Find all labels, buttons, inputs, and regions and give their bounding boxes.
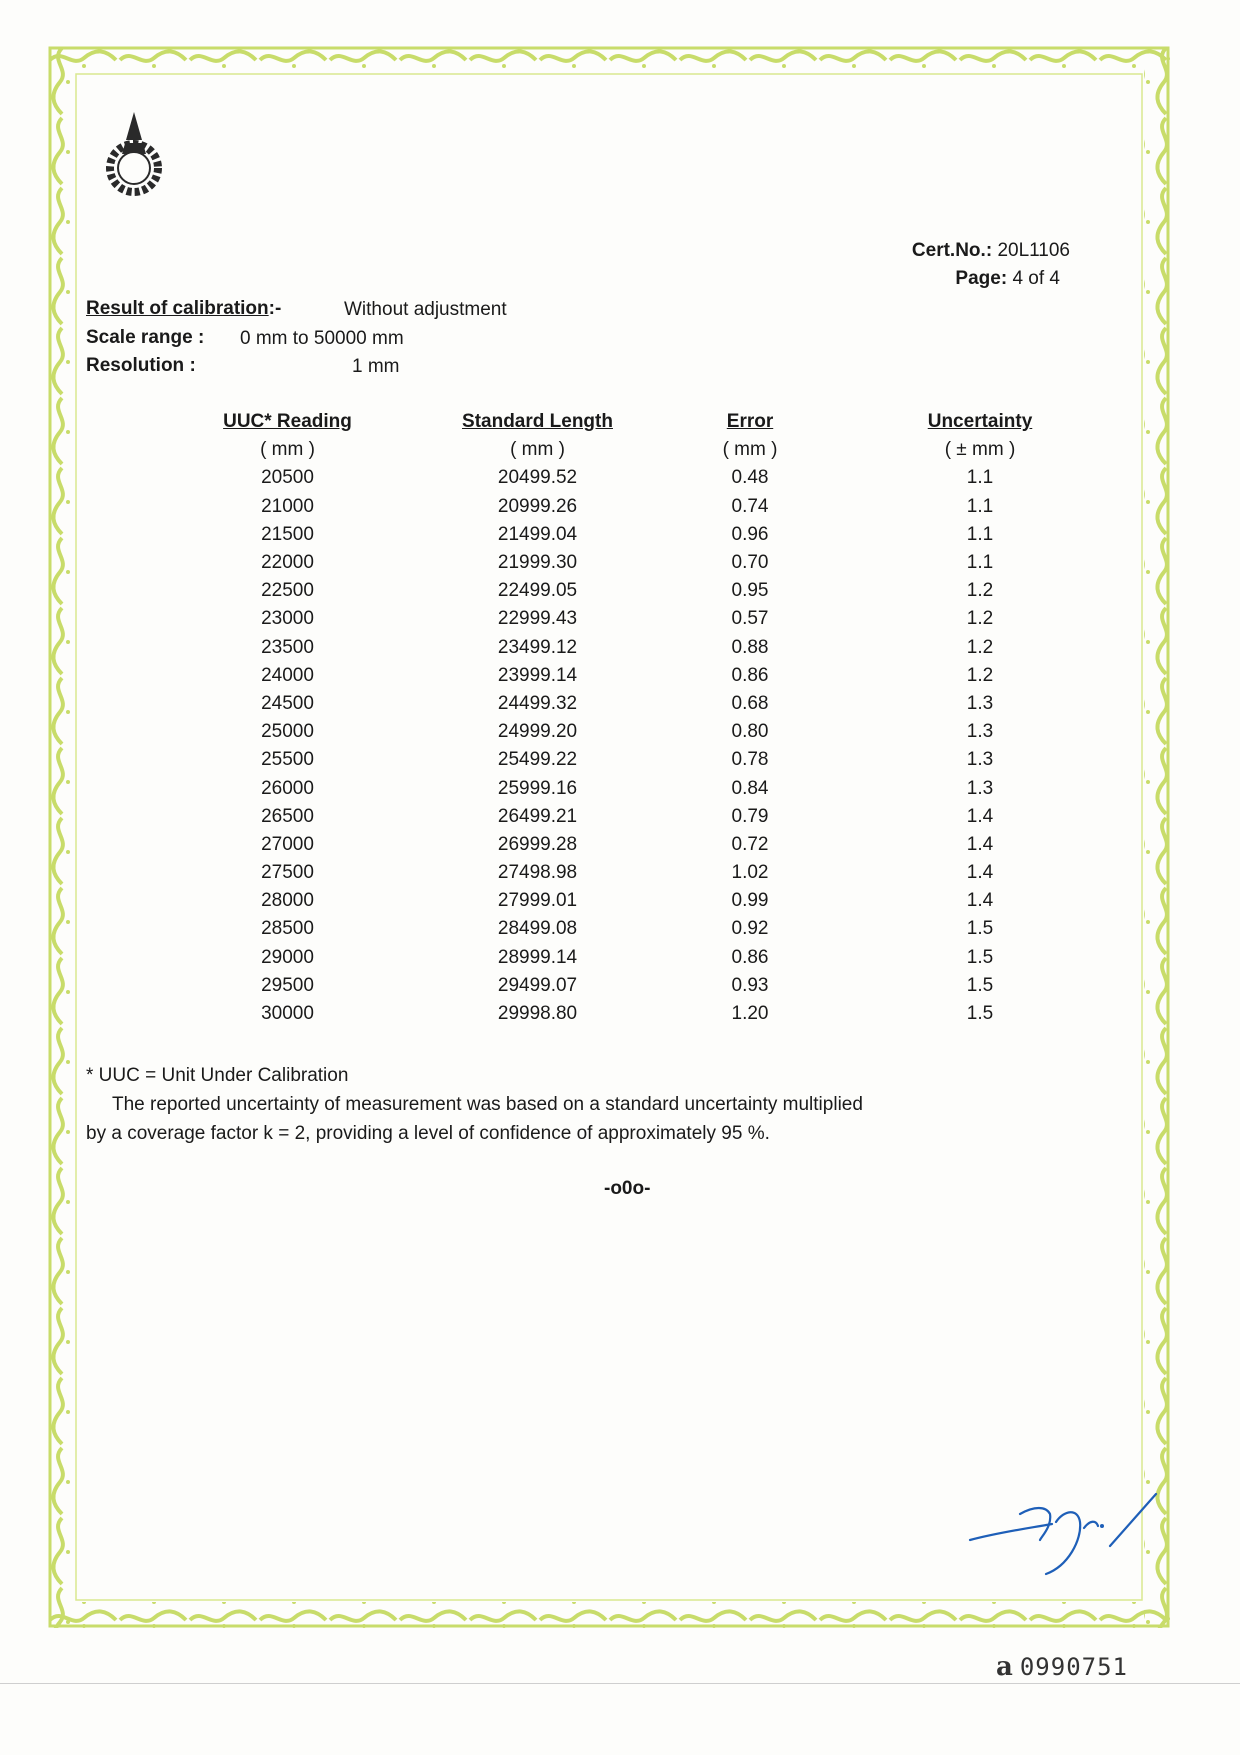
table-cell: 24499.32: [497, 692, 578, 714]
uncertainty-note-line1: The reported uncertainty of measurement was based on a standard uncertainty multiplied: [112, 1094, 863, 1115]
table-cell: 0.80: [731, 721, 769, 743]
page-indicator: [955, 268, 1060, 290]
table-row: [160, 915, 1120, 943]
table-cell: 1.4: [966, 805, 994, 827]
table-cell: 22000: [261, 552, 314, 574]
table-cell: 22500: [261, 580, 314, 602]
table-row: [160, 718, 1120, 746]
table-cell: 29500: [261, 974, 314, 996]
result-label: Result of calibration: [86, 298, 269, 319]
column-unit: ( ± mm ): [944, 439, 1016, 461]
table-cell: 1.3: [966, 721, 994, 743]
table-cell: 1.2: [966, 664, 994, 686]
cert-number: [912, 240, 1070, 262]
table-cell: 1.4: [966, 833, 994, 855]
uuc-definition: * UUC = Unit Under Calibration: [86, 1065, 349, 1086]
table-cell: 25999.16: [497, 777, 578, 799]
column-header: UUC* Reading: [223, 411, 352, 433]
table-cell: 0.95: [731, 580, 769, 602]
serial-number: [996, 1652, 1128, 1682]
uncertainty-note-line2: by a coverage factor k = 2, providing a level of confidence of approximately 95 %.: [86, 1123, 770, 1144]
page-value: 4 of 4: [1012, 268, 1060, 289]
table-cell: 0.72: [731, 833, 769, 855]
table-cell: 0.48: [731, 467, 769, 489]
cert-number-label: Cert.No.:: [911, 240, 993, 261]
table-cell: 1.1: [966, 523, 994, 545]
table-cell: 1.5: [966, 918, 994, 940]
table-row: [160, 859, 1120, 887]
table-row: [160, 662, 1120, 690]
table-cell: 1.5: [966, 974, 994, 996]
table-cell: 0.88: [731, 636, 769, 658]
table-cell: 0.96: [731, 523, 769, 545]
table-row: [160, 521, 1120, 549]
cert-number-value: 20L1106: [997, 240, 1070, 261]
table-cell: 24000: [261, 664, 314, 686]
table-cell: 25000: [261, 721, 314, 743]
table-cell: 0.79: [731, 805, 769, 827]
table-cell: 1.1: [966, 467, 994, 489]
table-cell: 27999.01: [497, 890, 578, 912]
column-header: Standard Length: [462, 411, 613, 433]
result-suffix: :-: [268, 298, 282, 319]
table-cell: 20499.52: [497, 467, 578, 489]
table-row: [160, 634, 1120, 662]
table-row: [160, 493, 1120, 521]
scale-range-value: 0 mm to 50000 mm: [240, 328, 404, 349]
serial-prefix: a: [996, 1652, 1014, 1682]
table-cell: 0.68: [731, 692, 769, 714]
table-cell: 24999.20: [497, 721, 578, 743]
resolution-label: Resolution :: [86, 355, 196, 376]
table-cell: 27500: [261, 862, 314, 884]
table-cell: 1.3: [966, 749, 994, 771]
table-cell: 23999.14: [497, 664, 578, 686]
table-row: [160, 577, 1120, 605]
column-unit: ( mm ): [722, 439, 778, 461]
end-mark: -o0o-: [604, 1178, 651, 1199]
page-bottom-edge: [0, 1683, 1240, 1684]
table-body: [160, 464, 1120, 1028]
table-cell: 23499.12: [497, 636, 578, 658]
table-cell: 1.5: [966, 946, 994, 968]
table-units-row: [160, 436, 1120, 464]
table-row: [160, 774, 1120, 802]
calibration-table: [160, 408, 1120, 1028]
table-cell: 1.3: [966, 777, 994, 799]
table-cell: 26499.21: [497, 805, 578, 827]
table-cell: 0.93: [731, 974, 769, 996]
column-unit: ( mm ): [510, 439, 565, 461]
table-row: [160, 887, 1120, 915]
table-cell: 29499.07: [497, 974, 578, 996]
table-cell: 1.20: [731, 1003, 769, 1025]
table-cell: 22499.05: [497, 580, 578, 602]
signature: [960, 1470, 1180, 1590]
table-cell: 27000: [261, 833, 314, 855]
table-cell: 25500: [261, 749, 314, 771]
table-row: [160, 803, 1120, 831]
table-cell: 0.86: [731, 664, 769, 686]
table-cell: 1.1: [966, 552, 994, 574]
table-cell: 0.86: [731, 946, 769, 968]
table-cell: 26000: [261, 777, 314, 799]
table-cell: 1.3: [966, 692, 994, 714]
table-cell: 0.84: [731, 777, 769, 799]
table-cell: 0.57: [731, 608, 769, 630]
table-cell: 0.92: [731, 918, 769, 940]
table-cell: 0.78: [731, 749, 769, 771]
column-header: Error: [726, 411, 774, 433]
table-row: [160, 549, 1120, 577]
table-cell: 1.4: [966, 890, 994, 912]
table-cell: 21999.30: [497, 552, 578, 574]
table-cell: 21500: [261, 523, 314, 545]
table-cell: 1.02: [731, 862, 769, 884]
table-cell: 1.1: [966, 495, 994, 517]
scale-range-label: Scale range :: [86, 327, 205, 348]
table-row: [160, 464, 1120, 492]
table-cell: 23000: [261, 608, 314, 630]
table-cell: 21000: [261, 495, 314, 517]
table-cell: 1.4: [966, 862, 994, 884]
table-cell: 30000: [261, 1003, 314, 1025]
result-of-calibration: [86, 298, 281, 320]
table-cell: 1.2: [966, 636, 994, 658]
table-cell: 26500: [261, 805, 314, 827]
result-value: Without adjustment: [344, 299, 507, 320]
table-cell: 23500: [261, 636, 314, 658]
table-cell: 27498.98: [497, 862, 578, 884]
table-cell: 1.2: [966, 608, 994, 630]
table-cell: 29000: [261, 946, 314, 968]
table-cell: 21499.04: [497, 523, 578, 545]
table-cell: 1.5: [966, 1003, 994, 1025]
table-cell: 0.70: [731, 552, 769, 574]
institute-logo: [98, 112, 170, 202]
table-row: [160, 831, 1120, 859]
table-cell: 28499.08: [497, 918, 578, 940]
table-row: [160, 690, 1120, 718]
table-cell: 0.74: [731, 495, 769, 517]
table-header-row: [160, 408, 1120, 436]
table-cell: 28000: [261, 890, 314, 912]
table-cell: 26999.28: [497, 833, 578, 855]
column-header: Uncertainty: [927, 411, 1033, 433]
table-cell: 22999.43: [497, 608, 578, 630]
table-cell: 1.2: [966, 580, 994, 602]
column-unit: ( mm ): [260, 439, 315, 461]
table-cell: 25499.22: [497, 749, 578, 771]
table-row: [160, 746, 1120, 774]
table-row: [160, 972, 1120, 1000]
table-row: [160, 944, 1120, 972]
table-row: [160, 1000, 1120, 1028]
table-cell: 28500: [261, 918, 314, 940]
resolution-value: 1 mm: [352, 356, 400, 377]
table-cell: 24500: [261, 692, 314, 714]
table-row: [160, 605, 1120, 633]
table-cell: 20999.26: [497, 495, 578, 517]
table-cell: 20500: [261, 467, 314, 489]
table-cell: 28999.14: [497, 946, 578, 968]
serial-digits: 0990751: [1019, 1653, 1129, 1681]
table-cell: 0.99: [731, 890, 769, 912]
page-label: Page:: [955, 268, 1008, 289]
table-cell: 29998.80: [497, 1003, 578, 1025]
